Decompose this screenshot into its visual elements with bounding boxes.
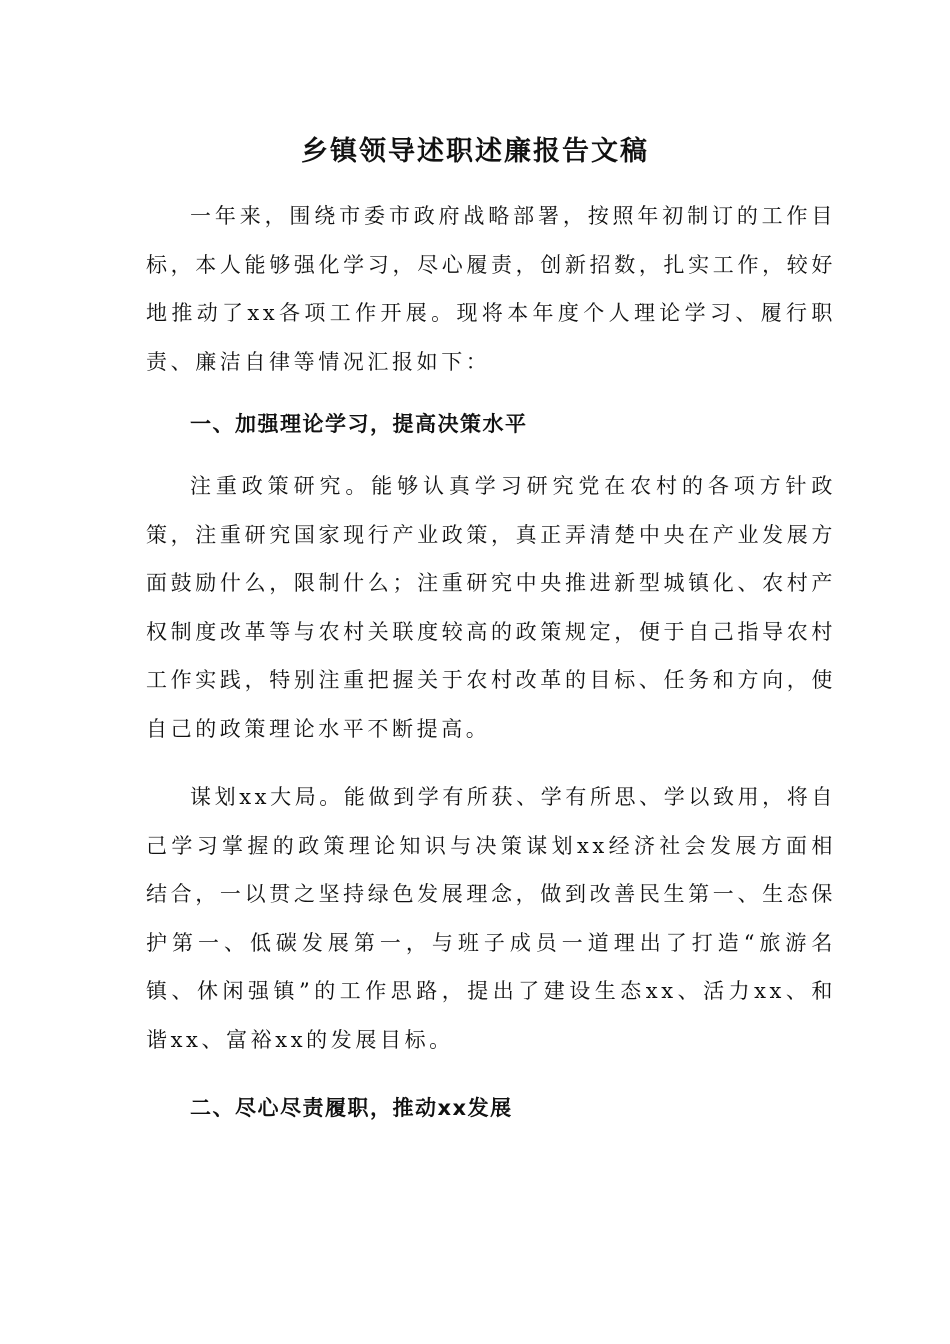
intro-paragraph: 一年来，围绕市委市政府战略部署，按照年初制订的工作目标，本人能够强化学习，尽心履责，创新招数，扎实工作，较好地推动了xx各项工作开展。现将本年度个人理论学习、履行职责、廉洁自律等情况汇报如下： [146,204,836,374]
section-1-paragraph-2: 谋划xx大局。能做到学有所获、学有所思、学以致用，将自己学习掌握的政策理论知识与决策谋划xx经济社会发展方面相结合，一以贯之坚持绿色发展理念，做到改善民生第一、生态保护第一、低碳发展第一，与班子成员一道理出了打造“旅游名镇、休闲强镇”的工作思路，提出了建设生态xx、活力xx、和谐xx、富裕xx的发展目标。 [146,785,836,1052]
document-title: 乡镇领导述职述廉报告文稿 [301,136,649,167]
section-heading-2: 二、尽心尽责履职，推动xx发展 [190,1096,513,1120]
section-1-paragraph-1: 注重政策研究。能够认真学习研究党在农村的各项方针政策，注重研究国家现行产业政策，真正弄清楚中央在产业发展方面鼓励什么，限制什么；注重研究中央推进新型城镇化、农村产权制度改革等与农村关联度较高的政策规定，便于自己指导农村工作实践，特别注重把握关于农村改革的目标、任务和方向，使自己的政策理论水平不断提高。 [146,474,836,741]
section-heading-1: 一、加强理论学习，提高决策水平 [190,412,528,436]
